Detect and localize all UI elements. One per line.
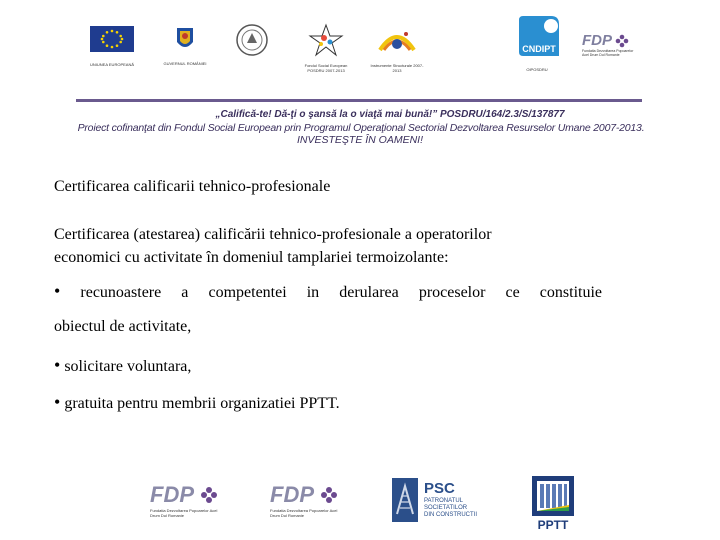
psc-line-1: PATRONATUL [424,498,464,504]
bullet-icon: • [54,281,61,301]
bullet-1-text: recunoastere a competentei in derularea proceselor ce constituie [80,284,603,301]
fse-caption: Fondul Social European POSDRU 2007-2013 [304,63,348,73]
ministry-seal [236,24,268,61]
pptt-label: PPTT [537,518,569,532]
flower-icon [320,486,338,504]
bullet-2-text: solicitare voluntara, [64,358,192,375]
project-title: „Califică-te! Dă-ţi o şansă la o viaţă mai bună!” POSDRU/164/2.3/S/137877 [215,109,565,120]
cndipt-logo [515,14,565,72]
intro-paragraph [54,223,654,269]
structural-instruments-logo [370,22,424,73]
cndipt-label: CNDIPT [522,44,556,54]
fdp-footer-2-text: FDP [270,482,314,507]
fdp-header-text: FDP [582,32,612,49]
fdp-footer-2-caption: Fundatia Dezvoltarea Popoarelor Acel Drum Dul Romanie [270,508,338,518]
fse-logo [300,22,352,73]
banner-divider [76,99,642,102]
bullet-1-continuation: obiectul de activitate, [54,318,192,335]
fdp-logo-footer-2 [270,482,348,518]
intro-line-1: Certificarea (atestarea) calificării tehnico-profesionale a operatorilor [54,226,492,243]
bullet-item-2 [54,355,191,376]
eu-caption: UNIUNEA EUROPEANĂ [90,62,135,67]
coat-of-arms-icon [163,24,207,54]
bullet-item-1 [54,281,602,302]
eu-flag-icon [90,26,134,52]
flower-icon [200,486,218,504]
fdp-logo-footer-1 [150,482,228,518]
government-caption: GUVERNUL ROMÂNIEI [163,61,207,66]
psc-title: PSC [424,480,455,497]
project-subtitle: Proiect cofinanţat din Fondul Social European prin Programul Operaţional Sectorial Dezvoltarea Resurselor Umane 2007-2013. [77,122,645,134]
pptt-logo [528,474,578,532]
government-logo [163,24,207,66]
bullet-3-text: gratuita pentru membrii organizatiei PPTT. [64,395,340,412]
flower-icon [615,34,629,48]
psc-logo [392,478,484,524]
fdp-header-caption: Fundatia Dezvoltarea Popoarelor Acel Drum Dul Romanie [582,49,634,57]
seal-icon [236,24,268,56]
project-motto: INVESTEŞTE ÎN OAMENI! [296,134,424,146]
page-title: Certificarea calificarii tehnico-profesionale [54,178,331,195]
psc-line-2: SOCIETATILOR [424,505,468,511]
structural-instruments-icon [370,22,424,58]
fdp-footer-1-text: FDP [150,482,194,507]
bullet-item-3 [54,392,340,413]
eu-logo [90,26,134,67]
psc-emblem-icon [392,478,418,522]
bullet-icon: • [54,392,61,412]
bullet-icon: • [54,355,61,375]
fdp-logo-header [582,32,638,57]
psc-line-3: DIN CONSTRUCTII [424,512,477,518]
structural-instruments-caption: Instrumente Structurale 2007-2013 [370,63,424,73]
pptt-window-icon [528,474,578,518]
cndipt-caption: OIPOSDRU [526,67,548,72]
fse-star-icon [300,22,352,58]
fdp-footer-1-caption: Fundatia Dezvoltarea Popoarelor Acel Drum Dul Romanie [150,508,218,518]
intro-line-2: economici cu activitate în domeniul tamplariei termoizolante: [54,249,449,266]
